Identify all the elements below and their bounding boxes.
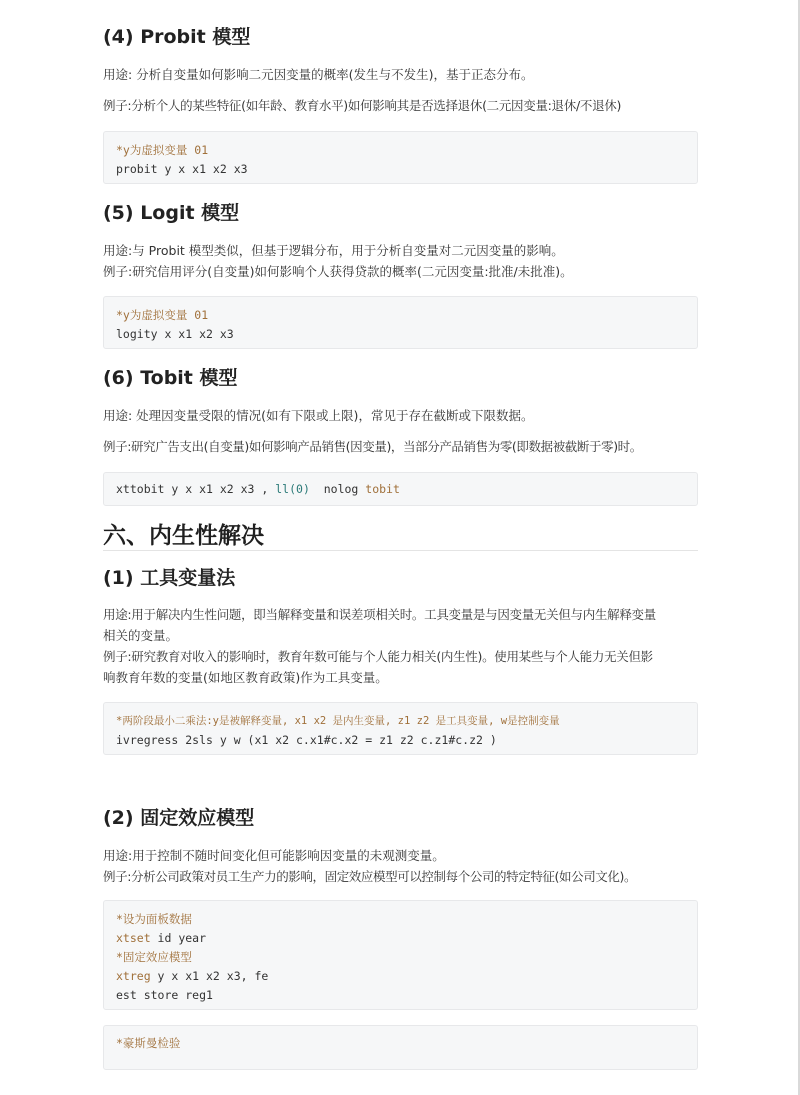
fe-code-block bbox=[103, 900, 698, 1010]
hausman-code-block bbox=[103, 1025, 698, 1070]
probit-code-block bbox=[103, 131, 698, 184]
probit-example-text: 例子:分析个人的某些特征(如年龄、教育水平)如何影响其是否选择退休(二元因变量:退休/不退休) bbox=[103, 98, 622, 113]
iv-code-comment: *两阶段最小二乘法:y是被解释变量, x1 x2 是内生变量, z1 z2 是工具变量, w是控制变量 bbox=[116, 715, 560, 727]
fe-heading: (2) 固定效应模型 bbox=[103, 807, 255, 829]
tobit-heading: (6) Tobit 模型 bbox=[103, 367, 238, 389]
tobit-example bbox=[103, 436, 698, 457]
fe-code-xtset-args: id year bbox=[150, 931, 207, 945]
fe-code-comment-model: *固定效应模型 bbox=[116, 950, 192, 964]
section-fixed-effects bbox=[103, 806, 698, 830]
chapter-endogeneity bbox=[103, 521, 698, 551]
logit-code-block bbox=[103, 296, 698, 349]
tobit-code-line bbox=[116, 480, 685, 499]
fe-use-text: 用途:用于控制不随时间变化但可能影响因变量的未观测变量。 bbox=[103, 848, 445, 863]
iv-use bbox=[103, 604, 698, 646]
iv-use-line1: 用途:用于解决内生性问题，即当解释变量和误差项相关时。工具变量是与因变量无关但与内生解释变量 bbox=[103, 607, 656, 622]
logit-example-text: 例子:研究信用评分(自变量)如何影响个人获得贷款的概率(二元因变量:批准/未批准)。 bbox=[103, 264, 573, 279]
section-tobit bbox=[103, 366, 698, 390]
probit-code-line: probit y x x1 x2 x3 bbox=[116, 162, 248, 176]
tobit-code-cmd: xttobit y x x1 x2 x3 , bbox=[116, 482, 276, 496]
fe-example-text: 例子:分析公司政策对员工生产力的影响，固定效应模型可以控制每个公司的特定特征(如公司文化)。 bbox=[103, 869, 637, 884]
iv-code-line: ivregress 2sls y w (x1 x2 c.x1#c.x2 = z1 z2 c.z1#c.z2 ) bbox=[116, 733, 497, 747]
logit-example bbox=[103, 261, 698, 282]
fe-code-line-xtreg bbox=[116, 967, 685, 986]
probit-use-text: 用途: 分析自变量如何影响二元因变量的概率(发生与不发生)，基于正态分布。 bbox=[103, 67, 534, 82]
logit-code-line: logity x x1 x2 x3 bbox=[116, 327, 234, 341]
logit-use-text: 用途:与 Probit 模型类似，但基于逻辑分布，用于分析自变量对二元因变量的影响。 bbox=[103, 243, 564, 258]
tobit-use-text: 用途: 处理因变量受限的情况(如有下限或上限)，常见于存在截断或下限数据。 bbox=[103, 408, 534, 423]
iv-code-block bbox=[103, 702, 698, 755]
tobit-use bbox=[103, 405, 698, 426]
section-probit bbox=[103, 25, 698, 49]
logit-heading: (5) Logit 模型 bbox=[103, 202, 240, 224]
probit-code-comment: *y为虚拟变量 01 bbox=[116, 143, 209, 157]
chapter-divider bbox=[103, 550, 698, 551]
fe-code-comment-panel: *设为面板数据 bbox=[116, 912, 192, 926]
iv-example bbox=[103, 646, 698, 688]
fe-code-line-est: est store reg1 bbox=[116, 988, 213, 1002]
fe-code-xtset-keyword: xtset bbox=[116, 931, 151, 945]
iv-example-line1: 例子:研究教育对收入的影响时，教育年数可能与个人能力相关(内生性)。使用某些与个人能力无关但影 bbox=[103, 649, 653, 664]
fe-example bbox=[103, 866, 698, 887]
fe-code-xtreg-keyword: xtreg bbox=[116, 969, 151, 983]
iv-heading: (1) 工具变量法 bbox=[103, 567, 236, 589]
iv-example-line2: 响教育年数的变量(如地区教育政策)作为工具变量。 bbox=[103, 670, 388, 685]
probit-example bbox=[103, 95, 698, 116]
tobit-example-text: 例子:研究广告支出(自变量)如何影响产品销售(因变量)，当部分产品销售为零(即数据被截断于零)时。 bbox=[103, 439, 642, 454]
chapter-heading: 六、内生性解决 bbox=[103, 523, 264, 549]
probit-heading: (4) Probit 模型 bbox=[103, 26, 251, 48]
fe-code-xtreg-args: y x x1 x2 x3, fe bbox=[150, 969, 269, 983]
probit-use bbox=[103, 64, 698, 85]
tobit-code-rest: nolog bbox=[309, 482, 366, 496]
fe-code-line-xtset bbox=[116, 929, 685, 948]
logit-code-comment: *y为虚拟变量 01 bbox=[116, 308, 209, 322]
section-iv bbox=[103, 566, 698, 590]
tobit-code-option: ll(0) bbox=[275, 482, 310, 496]
fe-use bbox=[103, 845, 698, 866]
tobit-code-block bbox=[103, 472, 698, 506]
section-logit bbox=[103, 201, 698, 225]
iv-use-line2: 相关的变量。 bbox=[103, 628, 179, 643]
hausman-code-comment: *豪斯曼检验 bbox=[116, 1036, 181, 1050]
logit-use bbox=[103, 240, 698, 261]
tobit-code-keyword: tobit bbox=[365, 482, 400, 496]
